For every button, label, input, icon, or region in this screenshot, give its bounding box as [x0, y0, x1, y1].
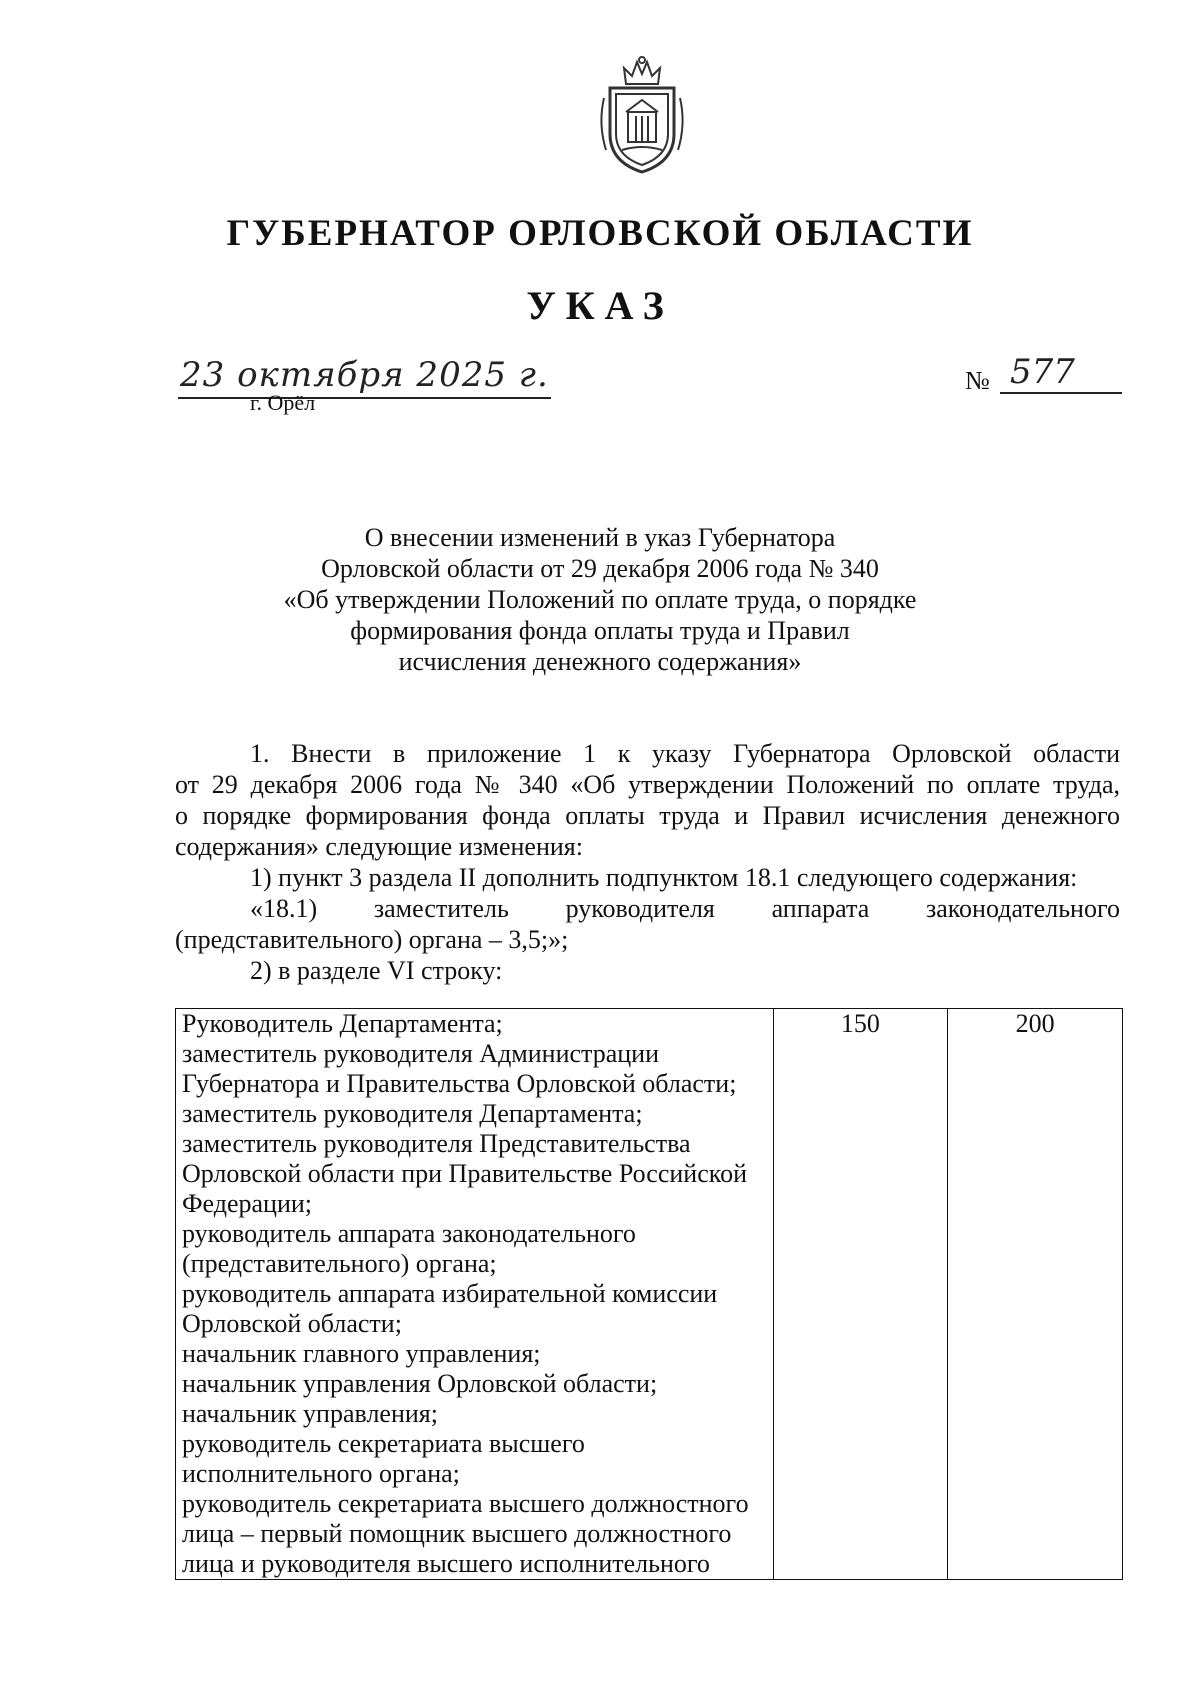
position-name: начальник главного управления; — [182, 1339, 541, 1368]
coat-of-arms-icon — [596, 54, 688, 176]
subitem-1: 1) пункт 3 раздела II дополнить подпунктом 18.1 следующего содержания: — [250, 863, 1078, 892]
position-name: Федерации; — [182, 1189, 313, 1218]
position-name: заместитель руководителя Представительства — [182, 1129, 691, 1158]
position-name: руководитель секретариата высшего должностного — [182, 1489, 749, 1518]
position-name: заместитель руководителя Администрации — [182, 1039, 660, 1068]
document-subject — [220, 522, 980, 677]
value-cell-2: 200 — [948, 1009, 1123, 1580]
subject-line: О внесении изменений в указ Губернатора — [364, 523, 836, 552]
position-name: лица и руководителя высшего исполнительного — [182, 1549, 710, 1578]
quote-line: «18.1) заместитель руководителя аппарата законодательного — [250, 894, 1120, 923]
document-type: УКАЗ — [526, 283, 674, 328]
subject-line: формирования фонда оплаты труда и Правил — [350, 616, 850, 645]
position-name: руководитель секретариата высшего — [182, 1429, 585, 1458]
position-name: Орловской области; — [182, 1309, 402, 1338]
position-name: Губернатора и Правительства Орловской области; — [182, 1069, 737, 1098]
position-name: начальник управления Орловской области; — [182, 1369, 658, 1398]
subject-line: «Об утверждении Положений по оплате труда, о порядке — [283, 585, 917, 614]
document-body — [175, 738, 1120, 986]
number-label: № — [965, 366, 990, 395]
position-name: руководитель аппарата законодательного — [182, 1219, 636, 1248]
subject-line: исчисления денежного содержания» — [398, 647, 802, 676]
table-row — [176, 1009, 1123, 1580]
paragraph-line: содержания» следующие изменения: — [175, 832, 583, 861]
value-cell-1: 150 — [773, 1009, 948, 1580]
city: г. Орёл — [250, 390, 316, 415]
position-name: Орловской области при Правительстве Российской — [182, 1159, 747, 1188]
subitem-2: 2) в разделе VI строку: — [250, 956, 503, 985]
position-name: лица – первый помощник высшего должностного — [182, 1519, 732, 1548]
position-name: исполнительного органа; — [182, 1459, 460, 1488]
quote-line: (представительного) органа – 3,5;»; — [175, 925, 569, 954]
paragraph-line: 1. Внести в приложение 1 к указу Губернатора Орловской области — [250, 739, 1120, 768]
authority-title: ГУБЕРНАТОР ОРЛОВСКОЙ ОБЛАСТИ — [226, 213, 974, 254]
paragraph-line: о порядке формирования фонда оплаты труда и Правил исчисления денежного — [175, 801, 1120, 830]
position-name: руководитель аппарата избирательной комиссии — [182, 1279, 718, 1308]
signing-date: 23 октября 2025 г. — [178, 355, 551, 399]
position-name: Руководитель Департамента; — [182, 1009, 503, 1038]
position-name: заместитель руководителя Департамента; — [182, 1099, 643, 1128]
subject-line: Орловской области от 29 декабря 2006 года № 340 — [321, 554, 879, 583]
position-name: (представительного) органа; — [182, 1249, 497, 1278]
paragraph-line: от 29 декабря 2006 года № 340 «Об утверждении Положений по оплате труда, — [175, 770, 1120, 799]
position-name: начальник управления; — [182, 1399, 438, 1428]
positions-table — [175, 1008, 1123, 1580]
position-names-cell — [176, 1009, 774, 1580]
document-number: 577 — [1000, 352, 1122, 394]
